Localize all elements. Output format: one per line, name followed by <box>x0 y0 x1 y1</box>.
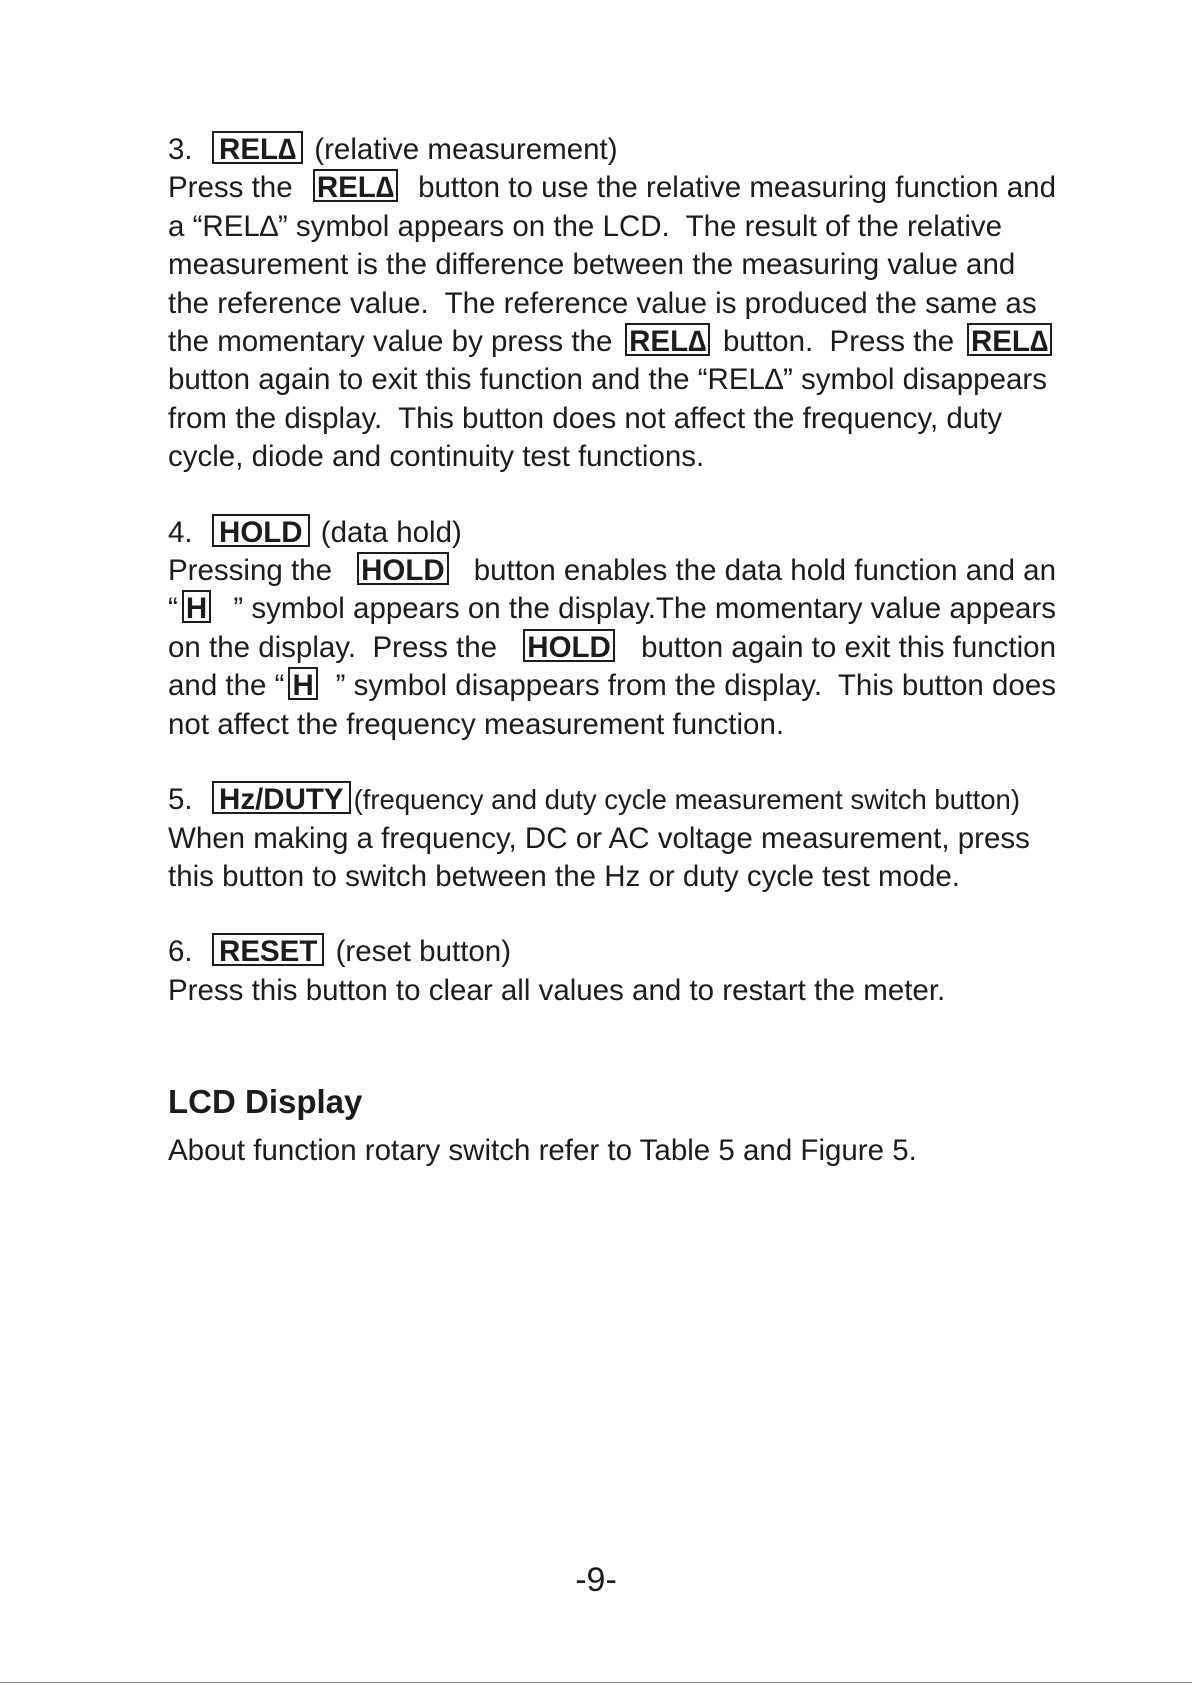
section-reset <box>168 933 1056 1010</box>
text-line: the reference value. The reference value is produced the same as <box>168 286 1037 320</box>
lcd-display-text: About function rotary switch refer to Table 5 and Figure 5. <box>168 1134 917 1168</box>
section-hold <box>168 514 1056 744</box>
section-title-suffix: (reset button) <box>335 935 512 969</box>
lcd-display-heading: LCD Display <box>168 1083 363 1121</box>
text-line: When making a frequency, DC or AC voltage measurement, press <box>168 821 1030 855</box>
section-rel <box>168 131 1056 477</box>
hold-symbol-label: H <box>288 667 317 700</box>
section-title <box>168 131 1056 169</box>
rel-button-label: REL∆ <box>967 323 1052 356</box>
section-number: 3. <box>168 133 193 166</box>
text-line: cycle, diode and continuity test functions. <box>168 440 705 474</box>
hold-button-label: HOLD <box>212 514 310 547</box>
text-line: Pressing the HOLD button enables the data hold function and an <box>168 554 1056 588</box>
text-line: “ H ” symbol appears on the display.The momentary value appears <box>168 592 1056 626</box>
text-line: measurement is the difference between the measuring value and <box>168 248 1016 282</box>
hold-button-label: HOLD <box>357 552 449 585</box>
text-line: from the display. This button does not affect the frequency, duty <box>168 401 1003 435</box>
hz-duty-button-label: Hz/DUTY <box>212 781 351 814</box>
section-hz-duty <box>168 781 1056 896</box>
section-title-suffix: (data hold) <box>320 515 462 549</box>
page-content <box>168 131 1056 1171</box>
section-title <box>168 781 1056 819</box>
rel-button-label: REL∆ <box>212 131 303 164</box>
rel-button-label: REL∆ <box>313 169 398 202</box>
text-line: not affect the frequency measurement function. <box>168 707 785 741</box>
hold-symbol-label: H <box>182 590 211 623</box>
section-number: 5. <box>168 783 193 817</box>
text-line: Press this button to clear all values and to restart the meter. <box>168 973 946 1007</box>
section-number: 6. <box>168 935 193 969</box>
text-line: on the display. Press the HOLD button again to exit this function <box>168 630 1056 664</box>
section-title-suffix: (relative measurement) <box>314 133 618 166</box>
reset-button-label: RESET <box>212 933 324 966</box>
rel-button-label: REL∆ <box>625 323 710 356</box>
section-number: 4. <box>168 515 193 549</box>
section-title <box>168 514 1056 552</box>
text-line: the momentary value by press the REL∆ button. Press the REL∆ <box>168 323 1056 361</box>
text-line: and the “ H ” symbol disappears from the display. This button does <box>168 669 1056 703</box>
page-edge-rule <box>0 1682 1192 1683</box>
text-line: button again to exit this function and the “REL∆” symbol disappears <box>168 363 1047 397</box>
text-line: this button to switch between the Hz or duty cycle test mode. <box>168 859 960 893</box>
text-line: Press the REL∆ button to use the relative measuring function and <box>168 171 1056 205</box>
section-title <box>168 933 1056 971</box>
hold-button-label: HOLD <box>523 629 615 662</box>
section-title-suffix: (frequency and duty cycle measurement switch button) <box>353 784 1021 816</box>
text-line: a “REL∆” symbol appears on the LCD. The result of the relative <box>168 209 1003 243</box>
page-number: -9- <box>575 1561 617 1599</box>
